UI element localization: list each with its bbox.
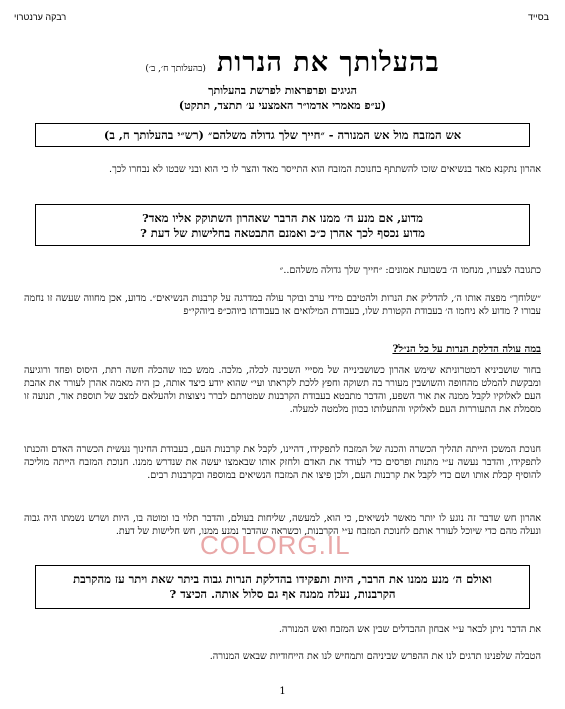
title-block xyxy=(60,47,525,78)
framed-heading-1 xyxy=(35,123,530,147)
page-title: בהעלותך את הנרות xyxy=(216,47,440,78)
subtitle: הגיגים ופרפראות לפרשת בהעלותך xyxy=(208,84,357,97)
paragraph-1: אהרון נתקנא מאד בנשיאים שזכו להשתתף בחנוכת המזבח הוא התייסר מאד והצר לו כי הוא ובני שבטו לא נבחרו לכך. xyxy=(109,164,541,175)
paragraph-6: אהרון חש שדבר זה נוגע לו יותר מאשר לנשיאים, כי הוא, למעשה, שליחות בעולם, והדבר תלוי בו ומוטה בו, היות ושרש נשמתו היה גבוה ונעלה מהם כדי שיוכל לעורר אותם לחנוכת המזבח ע״י הקרבנות, וכשראה שהדבר נמנע ממנו, חש חלישות של דעת. xyxy=(24,513,541,537)
watermark: COLORG.IL xyxy=(200,530,351,560)
section-heading: במה עולה הדלקת הנרות על כל הנ״ל? xyxy=(392,344,541,355)
framed-answer-box xyxy=(35,565,530,609)
framed-question-box xyxy=(35,204,530,246)
title-reference: (בהעלותך ח׳, ב׳) xyxy=(145,64,206,74)
paragraph-7: את הדבר ניתן לבאר ע״י אבחון ההבדלים שבין אש המזבח ואש המנורה. xyxy=(278,624,541,635)
answer-line-2: הקרבנות, נעלה ממנה אף גם סלול אותה. הכיצד ? xyxy=(169,587,396,601)
framed-heading-1-text: אש המזבח מול אש המנורה - ״חייך שלך גדולה משלהם״ (רש״י בהעלותך ח, ב) xyxy=(103,128,462,142)
header-author: רבקה ערנטרוי xyxy=(14,12,67,22)
page-number: 1 xyxy=(279,686,286,697)
question-line-1: מדוע, אם מנע ה׳ ממנו את הרבר שאהרון השתוקק אליו מאד? xyxy=(142,211,423,225)
subtitle-source: (ע״פ מאמרי אדמו״ר האמצעי ע׳ תתצד, תתקט) xyxy=(178,99,387,112)
paragraph-8: הטבלה שלפנינו תדגים לנו את ההפרש שביניהם ותמחיש לנו את הייחודיות שבאש המנורה. xyxy=(209,651,541,662)
question-line-2: מדוע נכסף לכך אהרן כ״כ ואמנם התבטאה בחלישות של דעת ? xyxy=(140,226,425,240)
paragraph-3: ״שלוחך״ מפצה אותו ה׳, להדליק את הנרות ולהטיבם מידי ערב ובוקר עולה במדרגה על קרבנות הנשיאים״. מדוע, אכן מחווה שעשה זו נחמה עבורו ? מדוע לא ניחמו ה׳ בעבודת הקטורת שלו, בעבודת המילואים או בעבודתו ביוהכ״פ ביוהקי״פ xyxy=(24,293,541,317)
paragraph-5: חנוכת המשכן הייתה תהליך הכשרה והכנה של המזבח לתפקידו, דהיינו, לקבל את קרבנות העם, בעבודת החינוך נעשית הכשרה האדם והכנתו לתפקידו, והדבר נעשה ע״י מתנות ופרסים כדי לעודד את האדם ולחזק אותו שבאמצו יעשה את שנדרש ממנו. חנוכת המזבח הייתה מוליכה להוסיף קבלת אותו ושם כדי לקבל את קרבנות העם, ולכן פיצו את המזבח הנשיאים במוספה ובקרבנות רבים. xyxy=(24,444,542,481)
paragraph-4: בחור שושביניא דמטרוניתא שימש אהרון כשושבינייה של מסייי השכינה לכלה, מלכה. ממש כמו שהכלה חשה רתת, היסוס ופחד ורוגיעה ומבקשת להמלט מהחופה והשושבין מעורר בה תשוקה וחפץ ללכת לקראתו ועי״ שהוא יודע כיצד אותה, כן היה מאמה אהרן לעורר את אהבת העם לאלוקיו לקבל ממנה את אור השפע, והדבר מתבטא בעבודת הקרבנות שמטרתם לברר ניצוצות ולהעלאם למצב של תוספת אור, תנועה זו מסמלת את התעוררות העם לאלוקיו והתעלותו בכוון מלמטה למעלה. xyxy=(24,365,541,415)
answer-line-1: ואולם ה׳ מנע ממנו את הרבר, היות ותפקידו בהדלקת הנרות גבוה ביתר שאת ויתר עז מהקרבת xyxy=(73,572,492,586)
header-bsd: בסייד xyxy=(528,12,549,22)
paragraph-2: כתגובה לצערו, מנחמו ה׳ בשבועת אמונים: ״חייך שלך גדולה משלהם..״ xyxy=(279,265,541,276)
